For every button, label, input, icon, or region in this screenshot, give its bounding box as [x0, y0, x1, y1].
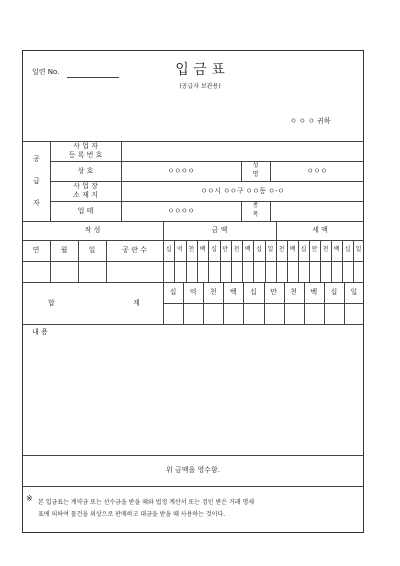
business-type-label: 업 태 [77, 207, 94, 215]
digit-label: 백 [333, 246, 340, 253]
digit-label: 천 [188, 246, 195, 253]
note-mark: ※ [26, 494, 33, 503]
address-label: 소 재 지 [73, 191, 98, 199]
divider [22, 324, 364, 325]
digit-label: 천 [209, 288, 217, 296]
address-value: ㅇㅇ시 ㅇㅇ구 ㅇㅇ동 ㅇ-ㅇ [200, 187, 285, 195]
day-header: 일 [88, 246, 96, 254]
address-label: 사 업 장 [73, 182, 98, 190]
tax-header: 세 액 [312, 226, 328, 234]
business-type-value: ㅇㅇㅇㅇ [167, 207, 195, 215]
supplier-side-label: 급 [33, 177, 40, 185]
amount-header: 금 액 [211, 226, 228, 234]
month-header: 월 [60, 246, 68, 254]
item-label: 종 [252, 202, 259, 209]
digit-label: 백 [199, 246, 206, 253]
page-subtitle: (공급자 보관용) [179, 83, 221, 90]
total-label: 합 [48, 299, 55, 307]
name-label: 성 [252, 162, 259, 169]
year-header: 연 [32, 246, 40, 254]
digit-label: 백 [289, 246, 296, 253]
digit-label: 십 [344, 246, 351, 253]
digit-label: 천 [278, 246, 285, 253]
digit-label: 십 [169, 288, 177, 296]
footnote-line: 표에 의하여 물건을 외상으로 판매하고 대금을 받을 때 사용하는 것이다. [38, 511, 226, 518]
recipient-name: ㅇ ㅇ ㅇ 귀하 [290, 117, 331, 125]
divider [22, 221, 364, 222]
digit-label: 백 [229, 288, 237, 296]
blank-count-header: 공 란 수 [122, 246, 147, 254]
digit-label: 십 [330, 288, 338, 296]
digit-label: 십 [210, 246, 217, 253]
company-label: 상 호 [77, 167, 94, 175]
reg-number-label: 사 업 자 [73, 142, 98, 150]
digit-label: 십 [256, 246, 262, 253]
digit-label: 억 [189, 288, 197, 296]
written-date-header: 작 성 [84, 226, 101, 234]
digit-label: 만 [222, 246, 229, 253]
divider [50, 161, 364, 162]
item-label: 목 [252, 211, 259, 218]
name-value: ㅇㅇㅇ [306, 167, 328, 175]
receipt-confirmation: 위 금액을 영수함. [165, 466, 220, 474]
name-label: 명 [252, 171, 259, 178]
divider [22, 261, 364, 262]
digit-label: 억 [177, 246, 183, 253]
digit-label: 천 [290, 288, 298, 296]
digit-label: 만 [270, 288, 277, 296]
digit-label: 백 [244, 246, 251, 253]
serial-label: 일련 No. [32, 68, 60, 76]
divider [50, 201, 364, 202]
company-value: ㅇㅇㅇㅇ [167, 167, 195, 175]
reg-number-label: 등 록 번 호 [68, 151, 103, 159]
digit-label: 백 [310, 288, 318, 296]
digit-label: 천 [322, 246, 329, 253]
digit-label: 만 [311, 246, 318, 253]
divider [22, 486, 364, 487]
serial-underline [67, 77, 119, 78]
digit-label: 십 [250, 288, 257, 296]
footnote-line: 본 입금표는 계약금 또는 선수금을 받을 때와 법정 계산서 또는 검인 받은 거래 명세 [38, 499, 255, 506]
divider [22, 455, 364, 456]
total-label: 계 [133, 299, 140, 307]
divider [270, 201, 271, 221]
digit-label: 일 [350, 288, 358, 296]
digit-label: 천 [233, 246, 240, 253]
digit-label: 십 [165, 246, 172, 253]
supplier-side-label: 자 [33, 199, 40, 207]
divider [22, 240, 364, 241]
divider [22, 282, 364, 283]
digit-label: 일 [267, 246, 274, 253]
digit-label: 십 [300, 246, 307, 253]
supplier-side-label: 공 [33, 155, 40, 163]
digit-label: 일 [355, 246, 362, 253]
content-label: 내 용 [32, 328, 48, 336]
page-title: 입 금 표 [175, 62, 225, 78]
divider [163, 221, 164, 324]
